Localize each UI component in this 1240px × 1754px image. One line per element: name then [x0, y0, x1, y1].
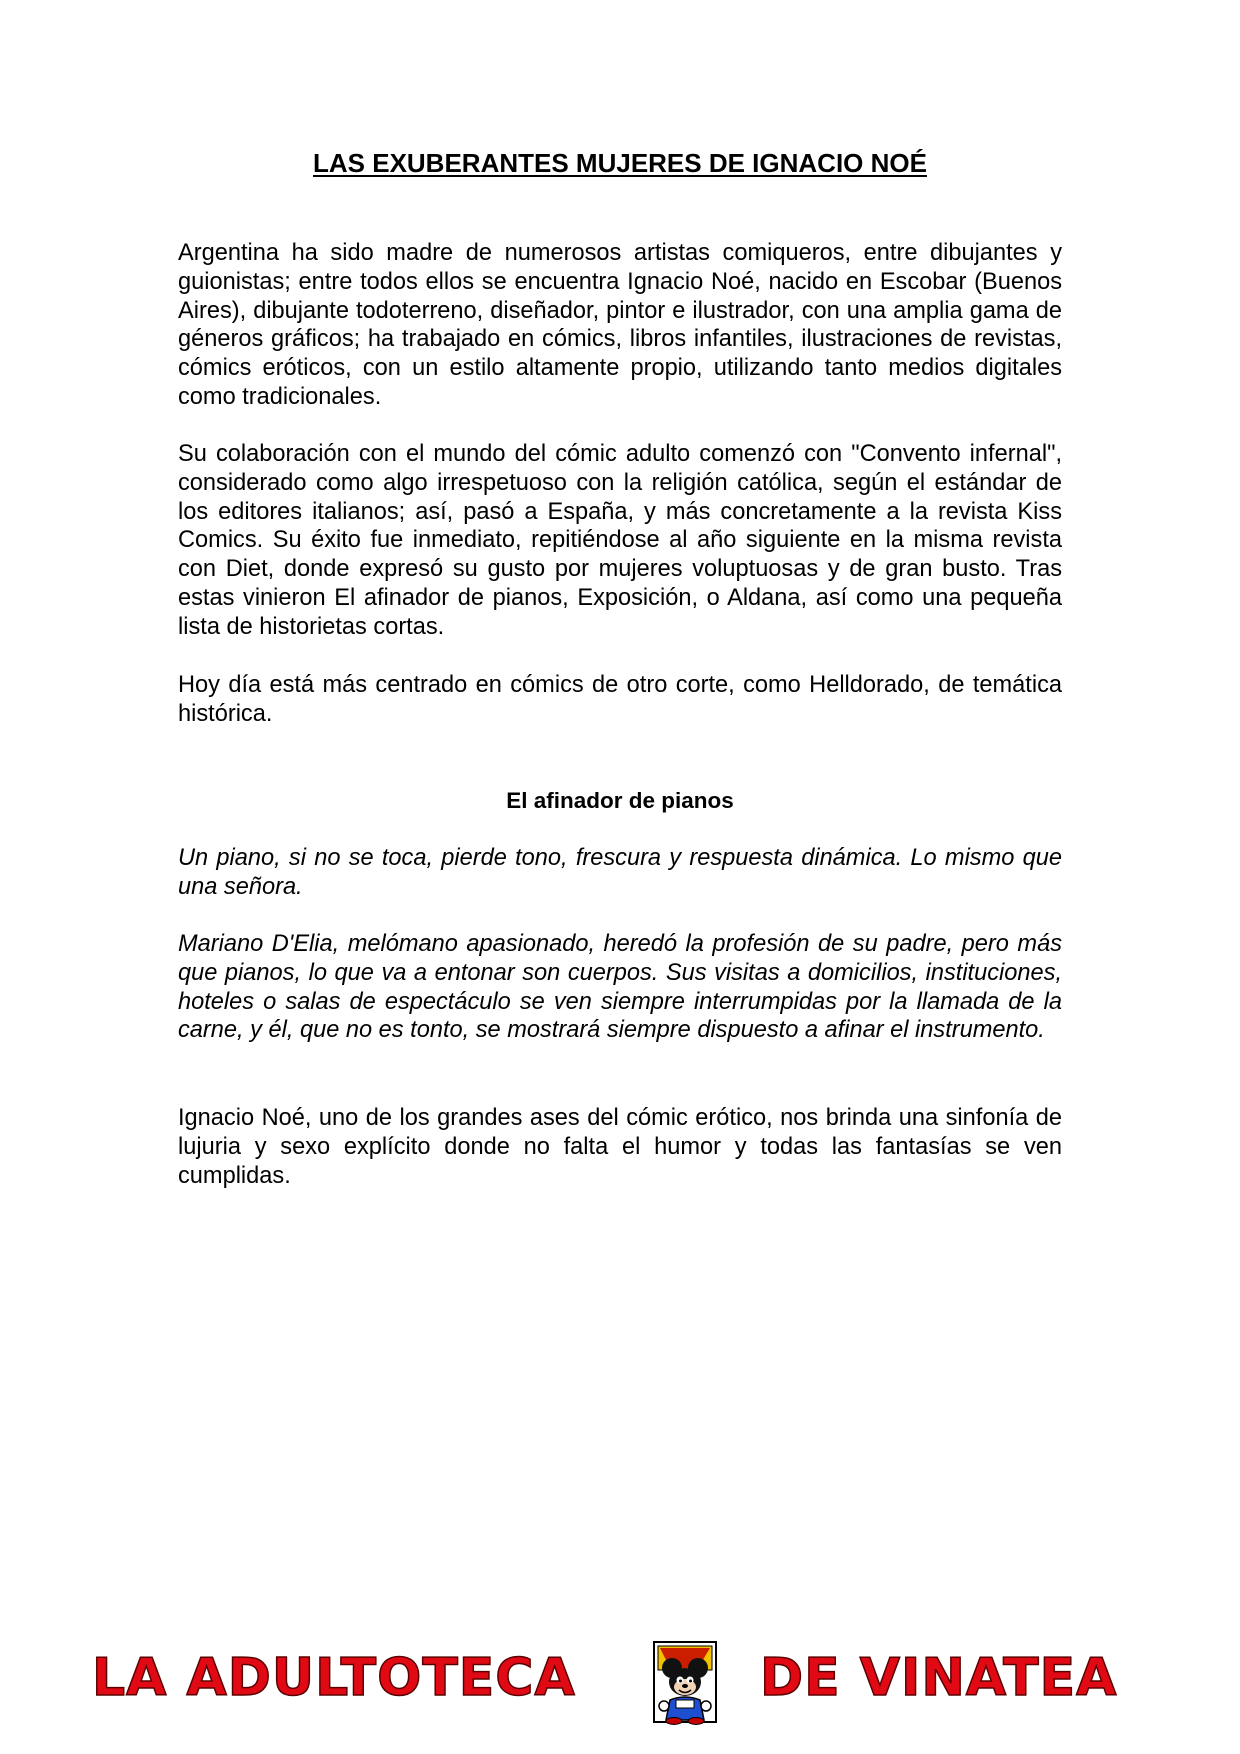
footer-left-text: LA ADULTOTECA: [92, 1648, 576, 1708]
footer-right-text: DE VINATEA: [760, 1648, 1118, 1708]
current-work-paragraph: [178, 671, 1062, 729]
intro-paragraph: [178, 239, 1062, 412]
cartoon-mascot-icon: [640, 1640, 730, 1726]
career-paragraph: [178, 440, 1062, 642]
synopsis-quote: [178, 844, 1062, 902]
paragraph-text: Ignacio Noé, uno de los grandes ases del cómic erótico, nos brinda una sinfonía de lujuria y sexo explícito donde no falta el humor y todas las fantasías se ven cumplidas.: [178, 1105, 1062, 1189]
paragraph-text: Su colaboración con el mundo del cómic adulto comenzó con "Convento infernal", considerado como algo irrespetuoso con la religión católica, según el estándar de los editores italianos; así, pasó a España, y más concretamente a la revista Kiss Comics. Su éxito fue inmediato, repitiéndose al año siguiente en la misma revista con Diet, donde expresó su gusto por mujeres voluptuosas y de gran busto. Tras estas vinieron El afinador de pianos, Exposición, o Aldana, así como una pequeña lista de historietas cortas.: [178, 441, 1062, 640]
paragraph-text: Mariano D'Elia, melómano apasionado, heredó la profesión de su padre, pero más que pianos, lo que va a entonar son cuerpos. Sus visitas a domicilios, instituciones, hoteles o salas de espectáculo se ven siempre interrumpidas por la llamada de la carne, y él, que no es tonto, se mostrará siempre dispuesto a afinar el instrumento.: [178, 931, 1062, 1044]
paragraph-text: Argentina ha sido madre de numerosos artistas comiqueros, entre dibujantes y guionistas; entre todos ellos se encuentra Ignacio Noé, nacido en Escobar (Buenos Aires), dibujante todoterreno, diseñador, pintor e ilustrador, con una amplia gama de géneros gráficos; ha trabajado en cómics, libros infantiles, ilustraciones de revistas, cómics eróticos, con un estilo altamente propio, utilizando tanto medios digitales como tradicionales.: [178, 240, 1062, 410]
paragraph-text: Hoy día está más centrado en cómics de otro corte, como Helldorado, de temática histórica.: [178, 672, 1062, 727]
synopsis-paragraph: [178, 930, 1062, 1045]
footer-banner: [88, 1640, 1152, 1720]
closing-paragraph: [178, 1104, 1062, 1190]
paragraph-text: Un piano, si no se toca, pierde tono, frescura y respuesta dinámica. Lo mismo que una señora.: [178, 845, 1062, 900]
section-heading: El afinador de pianos: [506, 788, 734, 813]
page-title: LAS EXUBERANTES MUJERES DE IGNACIO NOÉ: [313, 148, 927, 178]
